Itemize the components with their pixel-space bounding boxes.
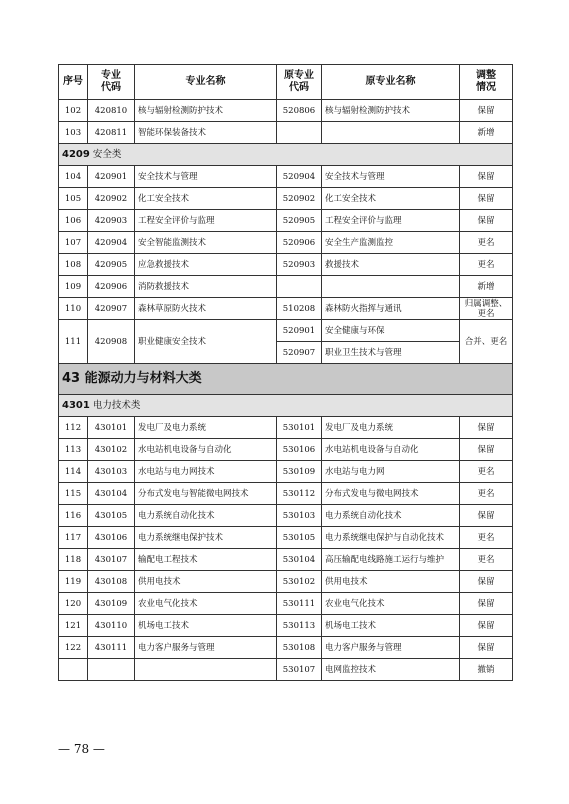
cell-orig-code: 520903 <box>277 254 322 276</box>
section-row-4209 <box>59 144 513 166</box>
section-code: 4209 <box>62 148 90 160</box>
cell-orig-name: 供用电技术 <box>322 571 460 593</box>
cell-status: 保留 <box>460 100 513 122</box>
cell-code: 420811 <box>88 122 135 144</box>
cell-name: 水电站与电力网技术 <box>135 461 277 483</box>
table-row <box>59 188 513 210</box>
rows-group-c <box>59 417 513 681</box>
cell-seq: 105 <box>59 188 88 210</box>
cell-status: 更名 <box>460 527 513 549</box>
table-row <box>59 210 513 232</box>
cell-orig-code <box>277 122 322 144</box>
section-4301 <box>59 395 513 417</box>
cell-orig-code: 530102 <box>277 571 322 593</box>
cell-status: 保留 <box>460 166 513 188</box>
page-number: — 78 — <box>58 742 105 756</box>
cell-status: 新增 <box>460 122 513 144</box>
cell-orig-code: 530106 <box>277 439 322 461</box>
cell-seq: 116 <box>59 505 88 527</box>
table-row <box>59 254 513 276</box>
cell-orig-code: 520901 <box>277 320 322 342</box>
table-row <box>59 505 513 527</box>
cell-seq: 108 <box>59 254 88 276</box>
cell-name: 分布式发电与智能微电网技术 <box>135 483 277 505</box>
cell-name: 消防救援技术 <box>135 276 277 298</box>
section-label <box>59 395 513 417</box>
cell-seq: 112 <box>59 417 88 439</box>
cell-orig-code: 520806 <box>277 100 322 122</box>
cell-orig-name: 电力系统继电保护与自动化技术 <box>322 527 460 549</box>
cell-status: 合并、更名 <box>460 320 513 364</box>
cell-status: 保留 <box>460 593 513 615</box>
cell-status: 保留 <box>460 417 513 439</box>
cell-name: 工程安全评价与监理 <box>135 210 277 232</box>
cell-name: 输配电工程技术 <box>135 549 277 571</box>
section-row-4301 <box>59 395 513 417</box>
table-row <box>59 100 513 122</box>
cell-name: 电力客户服务与管理 <box>135 637 277 659</box>
cell-orig-name: 救援技术 <box>322 254 460 276</box>
table-row <box>59 320 513 342</box>
cell-code: 420906 <box>88 276 135 298</box>
category-title: 43 能源动力与材料大类 <box>59 364 513 395</box>
cell-code: 420901 <box>88 166 135 188</box>
cell-seq: 122 <box>59 637 88 659</box>
table-row <box>59 659 513 681</box>
cell-name: 职业健康安全技术 <box>135 320 277 364</box>
cell-name: 森林草原防火技术 <box>135 298 277 320</box>
cell-orig-name: 工程安全评价与监理 <box>322 210 460 232</box>
cell-status: 更名 <box>460 549 513 571</box>
cell-name: 电力系统自动化技术 <box>135 505 277 527</box>
catalog-table-container <box>58 64 512 681</box>
cell-orig-name: 化工安全技术 <box>322 188 460 210</box>
cell-orig-code: 530107 <box>277 659 322 681</box>
cell-orig-name: 核与辐射检测防护技术 <box>322 100 460 122</box>
cell-orig-code: 520907 <box>277 342 322 364</box>
table-row <box>59 483 513 505</box>
cell-name: 发电厂及电力系统 <box>135 417 277 439</box>
rows-group-b <box>59 166 513 320</box>
cell-status: 新增 <box>460 276 513 298</box>
cell-orig-code: 530109 <box>277 461 322 483</box>
header-orig-name: 原专业名称 <box>322 65 460 100</box>
cell-orig-code: 530112 <box>277 483 322 505</box>
cell-code: 430102 <box>88 439 135 461</box>
cell-code: 430106 <box>88 527 135 549</box>
cell-status: 保留 <box>460 571 513 593</box>
section-name: 安全类 <box>92 148 122 160</box>
cell-name: 核与辐射检测防护技术 <box>135 100 277 122</box>
section-label <box>59 144 513 166</box>
cell-seq: 118 <box>59 549 88 571</box>
cell-status: 更名 <box>460 461 513 483</box>
cell-name: 农业电气化技术 <box>135 593 277 615</box>
cell-code: 420904 <box>88 232 135 254</box>
cell-seq <box>59 659 88 681</box>
section-name: 电力技术类 <box>92 399 141 411</box>
cell-seq: 115 <box>59 483 88 505</box>
table-row <box>59 527 513 549</box>
cell-code: 420902 <box>88 188 135 210</box>
cell-orig-code: 530113 <box>277 615 322 637</box>
cell-orig-code: 520906 <box>277 232 322 254</box>
cell-code: 420810 <box>88 100 135 122</box>
cell-code: 420907 <box>88 298 135 320</box>
table-row <box>59 166 513 188</box>
cell-orig-name: 水电站机电设备与自动化 <box>322 439 460 461</box>
cell-code: 420908 <box>88 320 135 364</box>
cell-seq: 102 <box>59 100 88 122</box>
cell-code: 430103 <box>88 461 135 483</box>
cell-status: 更名 <box>460 483 513 505</box>
cell-orig-name: 安全技术与管理 <box>322 166 460 188</box>
cell-name: 供用电技术 <box>135 571 277 593</box>
category-row-43 <box>59 364 513 395</box>
cell-seq: 121 <box>59 615 88 637</box>
cell-orig-name: 安全生产监测监控 <box>322 232 460 254</box>
cell-status: 保留 <box>460 188 513 210</box>
cell-orig-name: 高压输配电线路施工运行与维护 <box>322 549 460 571</box>
cell-orig-name: 发电厂及电力系统 <box>322 417 460 439</box>
table-row <box>59 417 513 439</box>
cell-code: 420903 <box>88 210 135 232</box>
cell-orig-name: 职业卫生技术与管理 <box>322 342 460 364</box>
cell-orig-name: 农业电气化技术 <box>322 593 460 615</box>
cell-status: 保留 <box>460 439 513 461</box>
cell-code: 430109 <box>88 593 135 615</box>
table-row <box>59 122 513 144</box>
cell-seq: 110 <box>59 298 88 320</box>
table-row <box>59 439 513 461</box>
cell-orig-code: 520905 <box>277 210 322 232</box>
cell-orig-name: 机场电工技术 <box>322 615 460 637</box>
cell-seq: 104 <box>59 166 88 188</box>
rows-group-a <box>59 100 513 144</box>
cell-status: 保留 <box>460 615 513 637</box>
cell-orig-code <box>277 276 322 298</box>
cell-code <box>88 659 135 681</box>
header-orig-code: 原专业 代码 <box>277 65 322 100</box>
header-seq: 序号 <box>59 65 88 100</box>
table-row <box>59 298 513 320</box>
cell-status: 保留 <box>460 637 513 659</box>
cell-status: 保留 <box>460 210 513 232</box>
cell-orig-name: 森林防火指挥与通讯 <box>322 298 460 320</box>
cell-orig-name <box>322 276 460 298</box>
cell-name: 化工安全技术 <box>135 188 277 210</box>
cell-seq: 109 <box>59 276 88 298</box>
cell-orig-name: 电力系统自动化技术 <box>322 505 460 527</box>
cell-seq: 117 <box>59 527 88 549</box>
cell-name: 智能环保装备技术 <box>135 122 277 144</box>
cell-orig-code: 520902 <box>277 188 322 210</box>
cell-seq: 106 <box>59 210 88 232</box>
table-header-row <box>59 65 513 100</box>
cell-orig-name <box>322 122 460 144</box>
section-code: 4301 <box>62 399 90 411</box>
cell-code: 430111 <box>88 637 135 659</box>
cell-orig-code: 530103 <box>277 505 322 527</box>
cell-code: 430101 <box>88 417 135 439</box>
cell-status: 更名 <box>460 254 513 276</box>
header-status: 调整 情况 <box>460 65 513 100</box>
table-row <box>59 593 513 615</box>
cell-seq: 113 <box>59 439 88 461</box>
cell-name: 机场电工技术 <box>135 615 277 637</box>
cell-orig-code: 530108 <box>277 637 322 659</box>
cell-orig-code: 530105 <box>277 527 322 549</box>
cell-status: 归属调整、更名 <box>460 298 513 320</box>
cell-orig-code: 530104 <box>277 549 322 571</box>
cell-seq: 111 <box>59 320 88 364</box>
cell-seq: 103 <box>59 122 88 144</box>
row-111-group <box>59 320 513 364</box>
table-row <box>59 571 513 593</box>
table-row <box>59 276 513 298</box>
cell-status: 保留 <box>460 505 513 527</box>
cell-orig-name: 水电站与电力网 <box>322 461 460 483</box>
cell-orig-code: 530111 <box>277 593 322 615</box>
table-row <box>59 615 513 637</box>
table-row <box>59 461 513 483</box>
cell-seq: 114 <box>59 461 88 483</box>
cell-name <box>135 659 277 681</box>
cell-orig-name: 电网监控技术 <box>322 659 460 681</box>
cell-orig-name: 安全健康与环保 <box>322 320 460 342</box>
table-row <box>59 232 513 254</box>
section-4209 <box>59 144 513 166</box>
cell-code: 430105 <box>88 505 135 527</box>
cell-orig-name: 电力客户服务与管理 <box>322 637 460 659</box>
cell-code: 430110 <box>88 615 135 637</box>
cell-name: 应急救援技术 <box>135 254 277 276</box>
table-row <box>59 549 513 571</box>
cell-orig-code: 530101 <box>277 417 322 439</box>
cell-name: 水电站机电设备与自动化 <box>135 439 277 461</box>
cell-seq: 120 <box>59 593 88 615</box>
cell-code: 420905 <box>88 254 135 276</box>
cell-code: 430108 <box>88 571 135 593</box>
header-code: 专业 代码 <box>88 65 135 100</box>
category-43 <box>59 364 513 395</box>
header-name: 专业名称 <box>135 65 277 100</box>
cell-code: 430107 <box>88 549 135 571</box>
major-catalog-table <box>58 64 513 681</box>
cell-seq: 107 <box>59 232 88 254</box>
cell-seq: 119 <box>59 571 88 593</box>
cell-orig-code: 520904 <box>277 166 322 188</box>
cell-code: 430104 <box>88 483 135 505</box>
cell-status: 撤销 <box>460 659 513 681</box>
cell-name: 安全技术与管理 <box>135 166 277 188</box>
cell-orig-code: 510208 <box>277 298 322 320</box>
table-row <box>59 637 513 659</box>
cell-name: 电力系统继电保护技术 <box>135 527 277 549</box>
cell-orig-name: 分布式发电与微电网技术 <box>322 483 460 505</box>
cell-status: 更名 <box>460 232 513 254</box>
cell-name: 安全智能监测技术 <box>135 232 277 254</box>
